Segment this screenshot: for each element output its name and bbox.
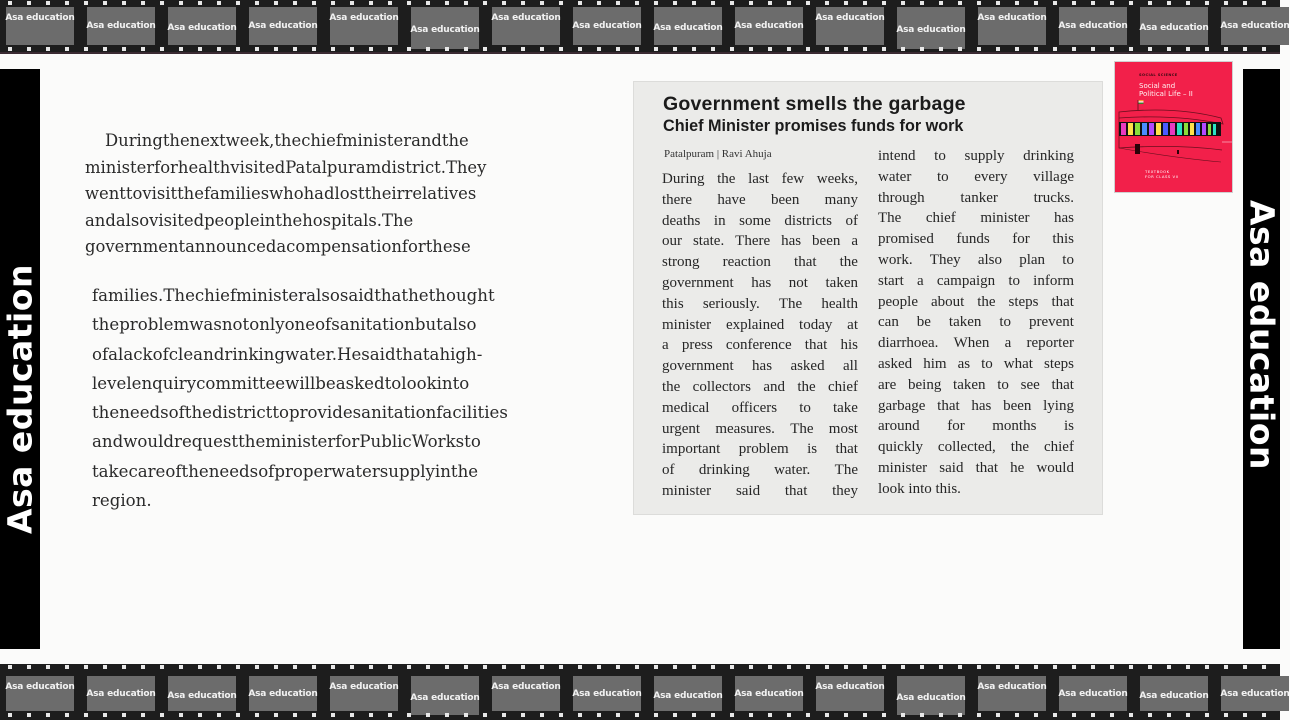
film-frame-label: Asa education — [573, 7, 641, 45]
news-line: minister said that he would — [878, 459, 1074, 476]
news-line: strong reaction that the — [662, 254, 858, 271]
news-line: start a campaign to inform — [878, 272, 1074, 289]
film-frame-label: Asa education — [492, 676, 560, 711]
film-frame-label: Asa education — [6, 7, 74, 45]
film-frame-label: Asa education — [168, 7, 236, 45]
film-frame-label: Asa education — [6, 676, 74, 711]
paragraph-line: ministerforhealthvisitedPatalpuramdistrict.They — [85, 157, 487, 177]
news-line: the collectors and the chief — [662, 378, 858, 395]
paragraph-line: ofalackofcleandrinkingwater.Hesaidthatahigh- — [92, 344, 483, 364]
paragraph-line: takecareoftheneedsofproperwatersupplyinthe — [92, 461, 479, 481]
film-frames — [0, 7, 1290, 45]
left-watermark-bar — [0, 69, 40, 649]
film-frame-label: Asa education — [816, 7, 884, 45]
film-frame-label: Asa education — [978, 676, 1046, 711]
news-line: During the last few weeks, — [662, 171, 858, 187]
cover-series-label: SOCIAL SCIENCE — [1139, 73, 1178, 77]
news-line: The chief minister has — [878, 210, 1074, 227]
film-frame-label: Asa education — [330, 676, 398, 711]
sprocket-holes — [0, 47, 1280, 51]
news-line: minister said that they — [662, 482, 858, 499]
news-headline: Government smells the garbage — [663, 93, 966, 115]
news-line: a press conference that his — [662, 337, 858, 354]
news-line: garbage that has been lying — [878, 397, 1074, 414]
news-line: intend to supply drinking — [878, 148, 1074, 164]
cover-footer-line: TEXTBOOK — [1145, 169, 1170, 174]
news-line: can be taken to prevent — [878, 314, 1074, 331]
news-column-1 — [662, 169, 858, 502]
film-frame-label: Asa education — [573, 676, 641, 711]
film-frame-label: Asa education — [1140, 7, 1208, 45]
news-line: through tanker trucks. — [878, 189, 1074, 206]
film-frame-label: Asa education — [735, 676, 803, 711]
news-line: are being taken to see that — [878, 376, 1074, 393]
paragraph-line: andalsovisitedpeopleinthehospitals.The — [85, 210, 414, 230]
news-line: work. They also plan to — [878, 251, 1074, 268]
cover-title-line: Social and — [1139, 82, 1176, 90]
news-line: water to every village — [878, 168, 1074, 185]
cover-footer — [1145, 169, 1179, 179]
news-clipping — [633, 81, 1103, 515]
textbook-paragraph-2 — [92, 281, 542, 515]
film-strip-top — [0, 0, 1290, 54]
news-line: minister explained today at — [662, 316, 858, 333]
cover-title-line: Political Life – II — [1139, 90, 1193, 98]
paragraph-line: region. — [92, 491, 152, 511]
film-frame-label: Asa education — [897, 676, 965, 715]
news-line: important problem is that — [662, 441, 858, 458]
news-line: medical officers to take — [662, 399, 858, 416]
film-frame-label: Asa education — [411, 7, 479, 49]
film-frame-label: Asa education — [1059, 7, 1127, 45]
film-frame-label: Asa education — [168, 676, 236, 711]
cover-footer-line: FOR CLASS VII — [1145, 174, 1179, 179]
right-watermark-bar — [1243, 69, 1280, 649]
paragraph-line: theproblemwasnotonlyoneofsanitationbutalso — [92, 315, 477, 335]
film-frames — [0, 676, 1290, 711]
film-frame-label: Asa education — [330, 7, 398, 45]
news-line: around for months is — [878, 418, 1074, 435]
paragraph-line: Duringthenextweek,thechiefministerandthe — [105, 131, 469, 150]
news-line: diarrhoea. When a reporter — [878, 335, 1074, 352]
paragraph-line: levelenquirycommitteewillbeaskedtolookinto — [92, 373, 470, 393]
news-line: asked him as to what steps — [878, 355, 1074, 372]
sprocket-holes — [0, 665, 1280, 669]
textbook-cover-image — [1115, 62, 1232, 192]
film-frame-label: Asa education — [654, 676, 722, 711]
paragraph-line: wenttovisitthefamilieswhohadlosttheirrelatives — [85, 184, 477, 204]
film-frame-label: Asa education — [816, 676, 884, 711]
film-frame-label: Asa education — [897, 7, 965, 49]
news-line: promised funds for this — [878, 231, 1074, 248]
film-frame-label: Asa education — [654, 7, 722, 45]
film-frame-label: Asa education — [1221, 676, 1289, 711]
film-frame-label: Asa education — [1140, 676, 1208, 711]
film-frame-label: Asa education — [249, 7, 317, 45]
film-frame-label: Asa education — [249, 676, 317, 711]
news-line: this seriously. The health — [662, 295, 858, 312]
film-strip-bottom — [0, 664, 1290, 720]
cover-title — [1139, 82, 1193, 98]
paragraph-line: families.Thechiefministeralsosaidthathethought — [92, 286, 495, 305]
film-frame-label: Asa education — [978, 7, 1046, 45]
news-byline: Patalpuram | Ravi Ahuja — [664, 148, 772, 160]
film-frame-label: Asa education — [735, 7, 803, 45]
news-line: government has asked all — [662, 358, 858, 375]
news-line: quickly collected, the chief — [878, 439, 1074, 456]
watermark-label: Asa education — [1242, 199, 1281, 471]
news-line: government has not taken — [662, 274, 858, 291]
watermark-label: Asa education — [0, 263, 40, 535]
film-frame-label: Asa education — [87, 676, 155, 711]
paragraph-line: andwouldrequesttheministerforPublicWorksto — [92, 432, 481, 452]
news-line: our state. There has been a — [662, 233, 858, 250]
sprocket-holes — [0, 1, 1280, 5]
paragraph-line: governmentannouncedacompensationforthese — [85, 237, 471, 257]
paragraph-line: theneedsofthedistricttoprovidesanitationfacilities — [92, 403, 508, 423]
film-frame-label: Asa education — [411, 676, 479, 715]
sprocket-holes — [0, 713, 1280, 717]
news-line: people about the steps that — [878, 293, 1074, 310]
film-frame-label: Asa education — [1059, 676, 1127, 711]
news-line: of drinking water. The — [662, 462, 858, 479]
news-subheadline: Chief Minister promises funds for work — [663, 117, 964, 135]
news-line: there have been many — [662, 191, 858, 208]
news-column-2 — [878, 146, 1074, 500]
textbook-paragraph-1 — [85, 128, 545, 261]
news-line: deaths in some districts of — [662, 212, 858, 229]
film-frame-label: Asa education — [87, 7, 155, 45]
news-line: look into this. — [878, 480, 961, 497]
news-line: urgent measures. The most — [662, 420, 858, 437]
film-frame-label: Asa education — [492, 7, 560, 45]
film-frame-label: Asa education — [1221, 7, 1289, 45]
